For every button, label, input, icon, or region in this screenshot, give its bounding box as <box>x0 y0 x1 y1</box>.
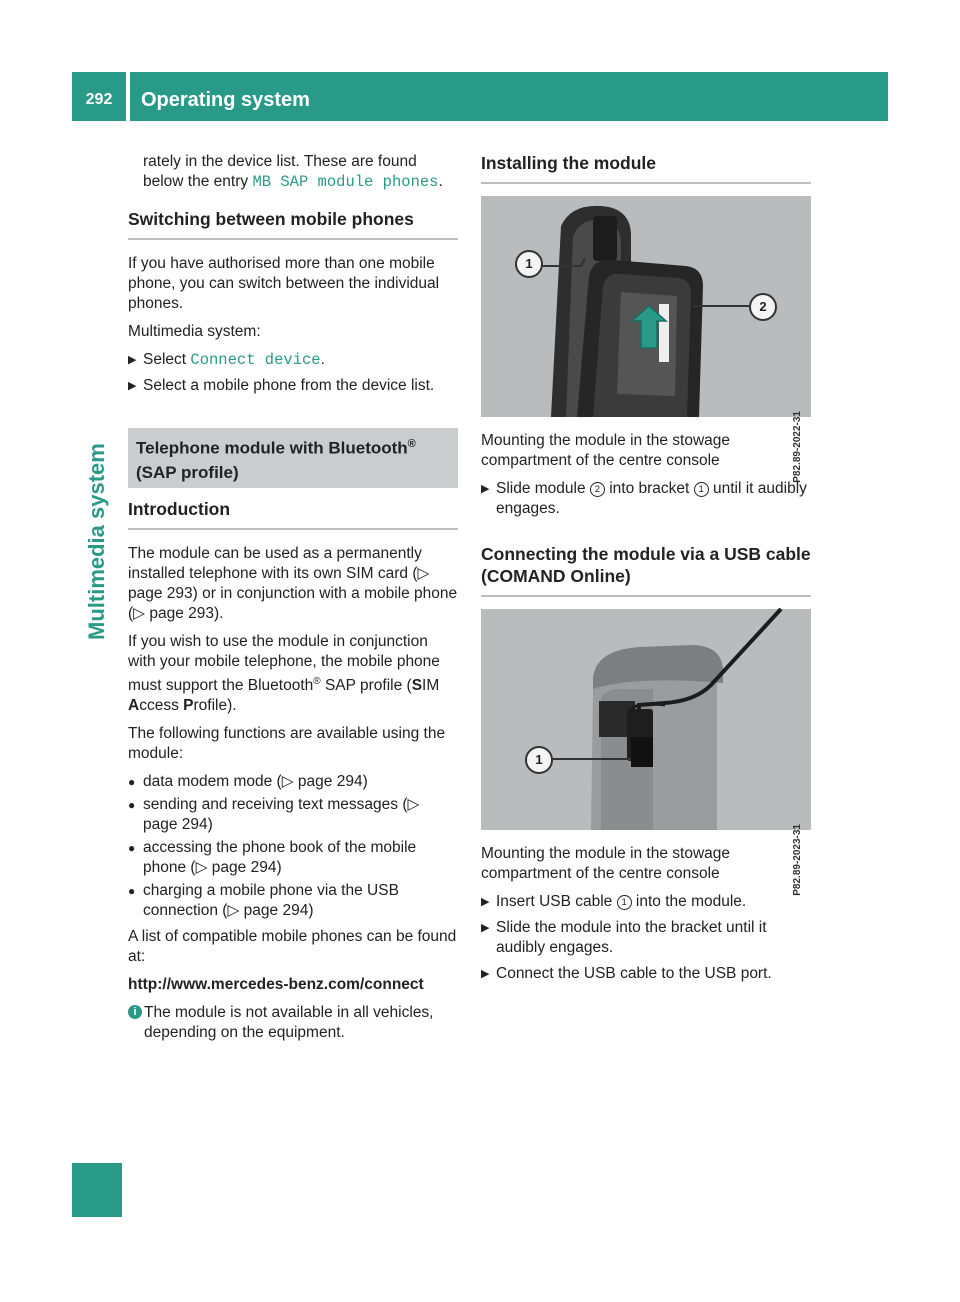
list-item-text: data modem mode (▷ page 294) <box>143 772 368 790</box>
right-column <box>481 152 811 990</box>
menu-entry-mb-sap: MB SAP module phones <box>252 173 439 191</box>
callout-1: 1 <box>515 250 543 278</box>
figure-code-text: P82.89-2023-31 <box>792 824 803 896</box>
usb-heading: Connecting the module via a USB cable (COMAND Online) <box>481 543 811 597</box>
para2-text-e: rofile). <box>193 696 237 714</box>
step-text-b: into the module. <box>631 893 747 910</box>
list-item <box>128 838 458 878</box>
figure-code-text: P82.89-2022-31 <box>792 411 803 483</box>
callout-1: 1 <box>525 746 553 774</box>
list-item <box>128 795 458 835</box>
installing-step <box>481 479 811 519</box>
switching-para: If you have authorised more than one mobile phone, you can switch between the individual phones. <box>128 255 440 312</box>
step-arrow-icon: ▶ <box>128 354 137 366</box>
info-note-text: The module is not available in all vehicles, depending on the equipment. <box>144 1003 434 1041</box>
para2-letter-p: P <box>183 696 194 714</box>
para2-letter-s: S <box>411 676 423 694</box>
page-number: 292 <box>85 91 113 108</box>
introduction-heading: Introduction <box>128 498 458 530</box>
installing-heading: Installing the module <box>481 152 811 184</box>
header-divider <box>126 72 130 121</box>
compatibility-url[interactable]: http://www.mercedes-benz.com/connect <box>128 975 424 993</box>
list-item-text: charging a mobile phone via the USB connection (▷ page 294) <box>143 881 399 919</box>
list-item <box>128 881 458 921</box>
section-band-telephone-module <box>128 428 458 488</box>
usb-step-1 <box>481 892 811 912</box>
usb-step-2 <box>481 918 811 958</box>
ref-number-1: 1 <box>694 482 709 497</box>
step-arrow-icon: ▶ <box>481 483 490 495</box>
list-item-text: accessing the phone book of the mobile phone (▷ page 294) <box>143 838 417 876</box>
step-text: Slide the module into the bracket until it audibly engages. <box>496 919 767 956</box>
step-text-a: Insert USB cable <box>496 893 617 910</box>
intro-continued-text-b: . <box>438 173 443 190</box>
callout-2: 2 <box>749 293 777 321</box>
para2-text-a: If you wish to use the module in conjunction with your mobile telephone, the mobile phone must support the Bluetooth <box>128 632 440 694</box>
step-text: Select a mobile phone from the device list. <box>143 377 435 394</box>
usb-module-illustration <box>481 609 811 830</box>
ref-number-1: 1 <box>617 895 632 910</box>
step-text: Connect the USB cable to the USB port. <box>496 965 772 982</box>
sidebar-marker-block <box>72 1163 122 1217</box>
switching-step-2 <box>128 376 458 396</box>
step-arrow-icon: ▶ <box>481 896 490 908</box>
band-line-1: Telephone module with Bluetooth <box>136 438 408 458</box>
list-item-text: sending and receiving text messages (▷ page 294) <box>143 795 420 833</box>
step-arrow-icon: ▶ <box>481 968 490 980</box>
page-header <box>72 72 888 121</box>
para2-text-b: SAP profile ( <box>320 676 412 694</box>
list-item <box>128 772 458 792</box>
bullet-icon: ● <box>128 774 136 789</box>
page-title: Operating system <box>141 89 310 111</box>
sidebar-section-text: Multimedia system <box>84 443 109 640</box>
bullet-icon: ● <box>128 797 136 812</box>
usb-step-3 <box>481 964 811 984</box>
para2-letter-a: A <box>128 696 140 714</box>
menu-entry-connect-device: Connect device <box>190 351 321 369</box>
left-column <box>128 152 458 1043</box>
intro-para-3: The following functions are available using the module: <box>128 724 446 762</box>
intro-continued <box>128 152 458 192</box>
intro-para-2 <box>128 632 458 716</box>
bullet-icon: ● <box>128 840 136 855</box>
function-list <box>128 772 458 921</box>
step-text-c: until it audibly engages. <box>496 480 807 517</box>
switching-heading: Switching between mobile phones <box>128 208 458 240</box>
switching-step-1 <box>128 350 458 370</box>
installing-caption: Mounting the module in the stowage compartment of the centre console <box>481 432 731 469</box>
step-text-end: . <box>320 351 325 368</box>
para2-text-c: IM <box>422 676 440 694</box>
band-line-2: (SAP profile) <box>136 462 239 482</box>
intro-continued-text-a: rately in the device list. These are found below the entry <box>143 153 417 190</box>
info-icon: i <box>128 1005 142 1019</box>
system-label: Multimedia system: <box>128 323 261 340</box>
intro-para-4: A list of compatible mobile phones can be found at: <box>128 927 457 965</box>
step-text-a: Slide module <box>496 480 590 497</box>
step-text-b: into bracket <box>604 480 694 497</box>
bullet-icon: ● <box>128 883 136 898</box>
usb-caption: Mounting the module in the stowage compartment of the centre console <box>481 845 731 882</box>
band-registered-mark: ® <box>407 438 416 450</box>
para2-text-d: ccess <box>139 696 184 714</box>
info-note <box>128 1003 458 1043</box>
ref-number-2: 2 <box>590 482 605 497</box>
intro-para-1: The module can be used as a permanently installed telephone with its own SIM card (▷ page 293) or in conjunction with a mobile phone (▷ page 293). <box>128 544 458 622</box>
step-text: Select <box>143 351 191 368</box>
para2-registered-mark: ® <box>313 675 321 687</box>
step-arrow-icon: ▶ <box>481 922 490 934</box>
step-arrow-icon: ▶ <box>128 380 137 392</box>
